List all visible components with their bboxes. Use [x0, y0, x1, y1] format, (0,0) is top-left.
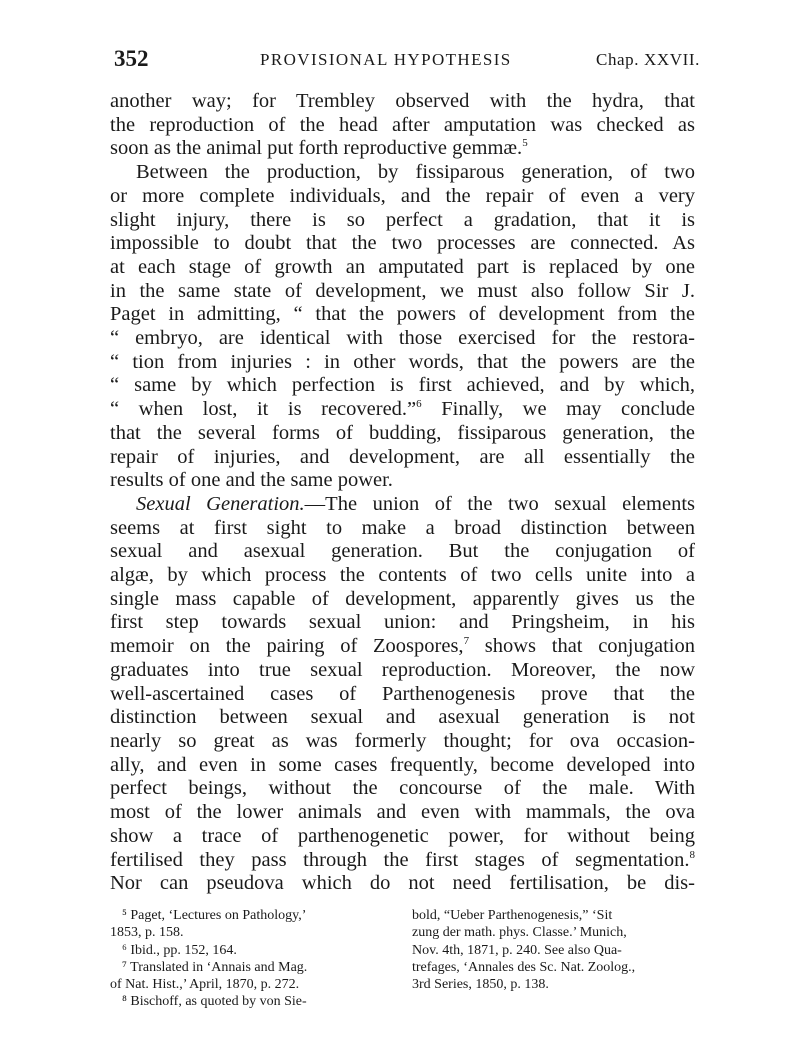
text-line: in the same state of development, we must also follow Sir J. [110, 279, 695, 302]
text-line: ally, and even in some cases frequently, become developed into [110, 753, 695, 776]
footnote-ref-8: 8 [689, 848, 695, 861]
text-line: slight injury, there is so perfect a gradation, that it is [110, 208, 695, 231]
text-line: graduates into true sexual reproduction. Moreover, the now [110, 658, 695, 681]
text-run: —The union of the two sexual elements [304, 492, 696, 515]
text-line: seems at first sight to make a broad distinction between [110, 516, 695, 539]
text-line: that the several forms of budding, fissiparous generation, the [110, 421, 695, 444]
text-line [110, 398, 695, 422]
text-run: memoir on the pairing of Zoospores, [110, 635, 464, 658]
paragraph-3 [110, 493, 695, 896]
text-line: repair of injuries, and development, are all essentially the [110, 445, 695, 468]
text-line: “ embryo, are identical with those exercised for the restora- [110, 327, 695, 350]
text-line: nearly so great as was formerly thought; for ova occasion- [110, 729, 695, 752]
text-line: results of one and the same power. [110, 469, 393, 492]
text-line: at each stage of growth an amputated part is replaced by one [110, 255, 695, 278]
footnote-ref-6: 6 [416, 398, 422, 411]
section-heading: Sexual Generation. [136, 492, 305, 515]
footnote-line: bold, “Ueber Parthenogenesis,” ‘Sit [412, 908, 613, 923]
paragraph-1 [110, 90, 695, 161]
footnote-line: zung der math. phys. Classe.’ Munich, [412, 925, 627, 941]
text-line: sexual and asexual generation. But the conjugation of [110, 540, 695, 563]
text-line: most of the lower animals and even with mammals, the ova [110, 801, 695, 824]
text-line: the reproduction of the head after amputation was checked as [110, 113, 695, 136]
text-line: algæ, by which process the contents of two cells unite into a [110, 564, 695, 587]
page-header [110, 46, 700, 80]
footnote-line: trefages, ‘Annales des Sc. Nat. Zoolog., [412, 959, 636, 975]
footnote-line: 1853, p. 158. [110, 925, 184, 941]
footnote-line: of Nat. Hist.,’ April, 1870, p. 272. [110, 977, 300, 993]
text-line: “ tion from injuries : in other words, that the powers are the [110, 350, 695, 373]
footnote-line: ⁵ Paget, ‘Lectures on Pathology,’ [122, 908, 307, 923]
chapter-label: Chap. XXVII. [596, 50, 700, 69]
text-line [110, 137, 695, 161]
footnote-line: ⁷ Translated in ‘Annais and Mag. [122, 959, 308, 975]
text-line: Nor can pseudova which do not need fertilisation, be dis- [110, 872, 695, 895]
footnotes-right-column [412, 907, 702, 993]
text-line: first step towards sexual union: and Pringsheim, in his [110, 611, 695, 634]
text-run: Finally, we may conclude [421, 398, 695, 421]
text-line [110, 849, 695, 873]
text-line: Paget in admitting, “ that the powers of development from the [110, 303, 695, 326]
footnotes-left-column [110, 907, 390, 1011]
running-title: PROVISIONAL HYPOTHESIS [260, 50, 512, 69]
text-line: another way; for Trembley observed with the hydra, that [110, 90, 695, 112]
paragraph-2 [110, 161, 695, 493]
footnote-line: ⁶ Ibid., pp. 152, 164. [122, 942, 237, 958]
footnote-ref-7: 7 [463, 635, 470, 648]
text-line [110, 635, 695, 659]
text-line: Between the production, by fissiparous generation, of two [136, 161, 695, 184]
text-run: shows that conjugation [469, 635, 695, 658]
text-line: “ same by which perfection is first achieved, and by which, [110, 374, 695, 397]
text-line: single mass capable of development, apparently gives us the [110, 587, 695, 610]
text-line: distinction between sexual and asexual generation is not [110, 706, 695, 729]
text-line [110, 493, 695, 517]
text-run: “ when lost, it is recovered.” [110, 398, 417, 421]
footnote-line: 3rd Series, 1850, p. 138. [412, 977, 549, 993]
text-run: fertilised they pass through the first stages of segmentation. [110, 848, 690, 871]
text-line: perfect beings, without the concourse of the male. With [110, 777, 695, 800]
footnote-line: Nov. 4th, 1871, p. 240. See also Qua- [412, 942, 622, 958]
footnote-ref-5: 5 [522, 137, 528, 150]
text-line: show a trace of parthenogenetic power, for without being [110, 824, 695, 847]
text-run: soon as the animal put forth reproductive gemmæ. [110, 137, 523, 160]
body-text [110, 90, 695, 896]
text-line: or more complete individuals, and the repair of even a very [110, 184, 695, 207]
page-number: 352 [114, 46, 149, 71]
text-line: well-ascertained cases of Parthenogenesis prove that the [110, 682, 695, 705]
text-line: impossible to doubt that the two processes are connected. As [110, 232, 695, 255]
footnote-line: ⁸ Bischoff, as quoted by von Sie- [122, 994, 307, 1010]
